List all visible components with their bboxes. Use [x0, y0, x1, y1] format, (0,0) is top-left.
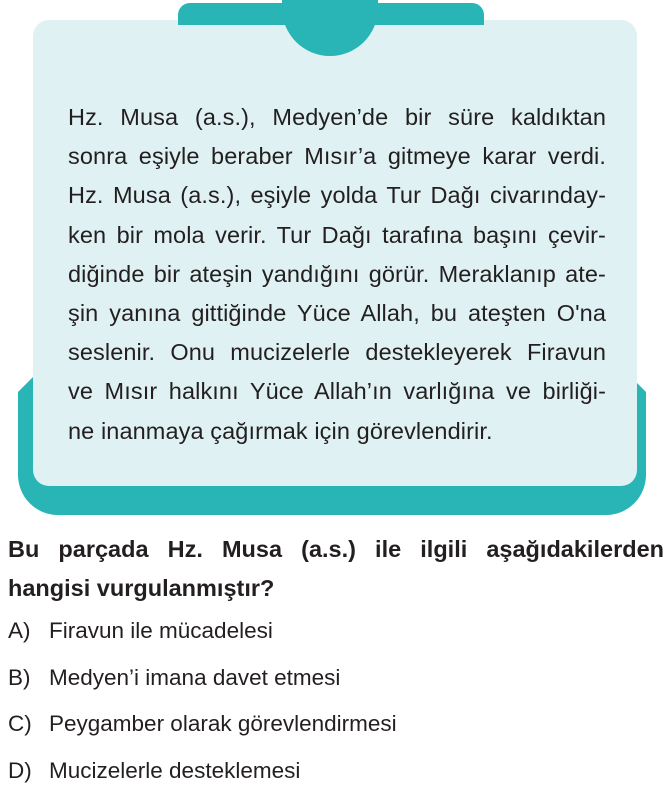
- passage-line: Hz. Musa (a.s.), eşiyle yolda Tur Dağı civarınday-: [68, 176, 606, 215]
- option-b[interactable]: [8, 665, 397, 712]
- passage-line: Hz. Musa (a.s.), Medyen’de bir süre kaldıktan: [68, 98, 606, 137]
- passage-line: sonra eşiyle beraber Mısır’a gitmeye karar verdi.: [68, 137, 606, 176]
- passage-line: ve Mısır halkını Yüce Allah’ın varlığına ve birliği-: [68, 372, 606, 411]
- question-line: hangisi vurgulanmıştır?: [8, 569, 664, 608]
- answer-options: [8, 618, 397, 804]
- option-c[interactable]: [8, 711, 397, 758]
- option-letter: D): [8, 758, 49, 784]
- passage-line: şin yanına gittiğinde Yüce Allah, bu ateşten O'na: [68, 294, 606, 333]
- option-text: Peygamber olarak görevlendirmesi: [49, 711, 397, 737]
- option-letter: A): [8, 618, 49, 644]
- passage-line: seslenir. Onu mucizelerle destekleyerek Firavun: [68, 333, 606, 372]
- question-line: Bu parçada Hz. Musa (a.s.) ile ilgili aşağıdakilerden: [8, 530, 664, 569]
- passage-text: [68, 98, 606, 451]
- option-a[interactable]: [8, 618, 397, 665]
- option-letter: B): [8, 665, 49, 691]
- option-text: Mucizelerle desteklemesi: [49, 758, 300, 784]
- passage-line: diğinde bir ateşin yandığını görür. Meraklanıp ate-: [68, 255, 606, 294]
- passage-line: ken bir mola verir. Tur Dağı tarafına başını çevir-: [68, 216, 606, 255]
- option-d[interactable]: [8, 758, 397, 804]
- option-text: Firavun ile mücadelesi: [49, 618, 273, 644]
- passage-line: ne inanmaya çağırmak için görevlendirir.: [68, 412, 606, 451]
- question-text: [8, 530, 664, 608]
- option-text: Medyen’i imana davet etmesi: [49, 665, 340, 691]
- option-letter: C): [8, 711, 49, 737]
